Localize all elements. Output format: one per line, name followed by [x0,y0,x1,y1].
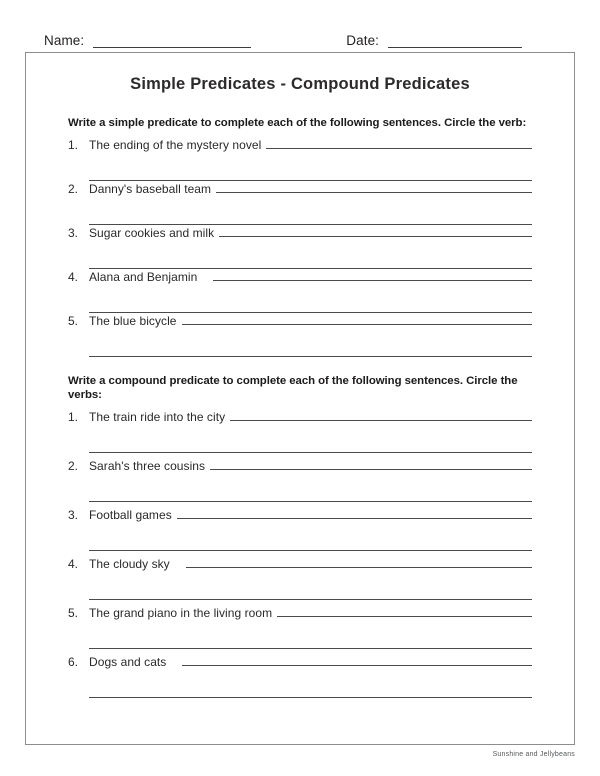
answer-line-continued[interactable] [89,431,532,453]
question-text: The train ride into the city [89,409,226,424]
footer-credit: Sunshine and Jellybeans [492,751,575,758]
answer-line-continued[interactable] [89,291,532,313]
answer-line-continued[interactable] [89,203,532,225]
question-text: The ending of the mystery novel [89,137,262,152]
question-text: Danny's baseball team [89,181,212,196]
question-list [68,409,532,698]
answer-line[interactable] [277,605,532,617]
question-number: 6. [68,654,79,669]
list-item [68,556,532,600]
list-item [68,313,532,357]
question-number: 5. [68,605,79,620]
question-number: 3. [68,225,79,240]
question-number: 4. [68,269,79,284]
name-write-in-line[interactable] [93,34,251,48]
answer-line-continued[interactable] [89,247,532,269]
answer-line[interactable] [186,556,532,568]
date-label: Date: [346,33,380,48]
question-list [68,137,532,357]
list-item [68,137,532,181]
question-number: 1. [68,137,79,152]
page-title: Simple Predicates - Compound Predicates [130,75,470,93]
question-prompt-row [68,225,532,247]
question-number: 4. [68,556,79,571]
answer-line-continued[interactable] [89,676,532,698]
answer-line-continued[interactable] [89,480,532,502]
answer-line[interactable] [213,269,532,281]
question-text: The grand piano in the living room [89,605,273,620]
question-prompt-row [68,458,532,480]
question-prompt-row [68,313,532,335]
answer-line[interactable] [219,225,532,237]
student-info-row [0,26,600,48]
answer-line-continued[interactable] [89,578,532,600]
section-simple-predicates [68,116,532,357]
section-instructions: Write a simple predicate to complete each of the following sentences. Circle the verb: [68,117,527,129]
answer-line[interactable] [230,409,532,421]
list-item [68,507,532,551]
question-text: Alana and Benjamin [89,269,198,284]
list-item [68,605,532,649]
list-item [68,269,532,313]
answer-line[interactable] [182,654,532,666]
answer-line[interactable] [266,137,532,149]
question-prompt-row [68,605,532,627]
list-item [68,458,532,502]
name-field-group [44,33,251,48]
question-text: The blue bicycle [89,313,177,328]
answer-line-continued[interactable] [89,529,532,551]
question-text: The cloudy sky [89,556,170,571]
question-number: 5. [68,313,79,328]
answer-line[interactable] [216,181,532,193]
list-item [68,225,532,269]
answer-line[interactable] [210,458,532,470]
question-prompt-row [68,269,532,291]
question-text: Sugar cookies and milk [89,225,215,240]
question-prompt-row [68,507,532,529]
question-prompt-row [68,556,532,578]
question-text: Football games [89,507,172,522]
question-prompt-row [68,137,532,159]
answer-line-continued[interactable] [89,627,532,649]
question-number: 1. [68,409,79,424]
date-field-group [346,33,522,48]
question-prompt-row [68,654,532,676]
section-instructions: Write a compound predicate to complete each of the following sentences. Circle the verbs: [68,374,518,401]
question-number: 2. [68,458,79,473]
name-label: Name: [44,33,85,48]
worksheet-body [25,52,575,745]
list-item [68,654,532,698]
list-item [68,181,532,225]
answer-line[interactable] [182,313,532,325]
section-compound-predicates [68,374,532,698]
question-number: 2. [68,181,79,196]
date-write-in-line[interactable] [388,34,522,48]
answer-line[interactable] [177,507,532,519]
question-prompt-row [68,409,532,431]
question-text: Sarah's three cousins [89,458,206,473]
question-number: 3. [68,507,79,522]
answer-line-continued[interactable] [89,335,532,357]
question-prompt-row [68,181,532,203]
answer-line-continued[interactable] [89,159,532,181]
list-item [68,409,532,453]
question-text: Dogs and cats [89,654,167,669]
